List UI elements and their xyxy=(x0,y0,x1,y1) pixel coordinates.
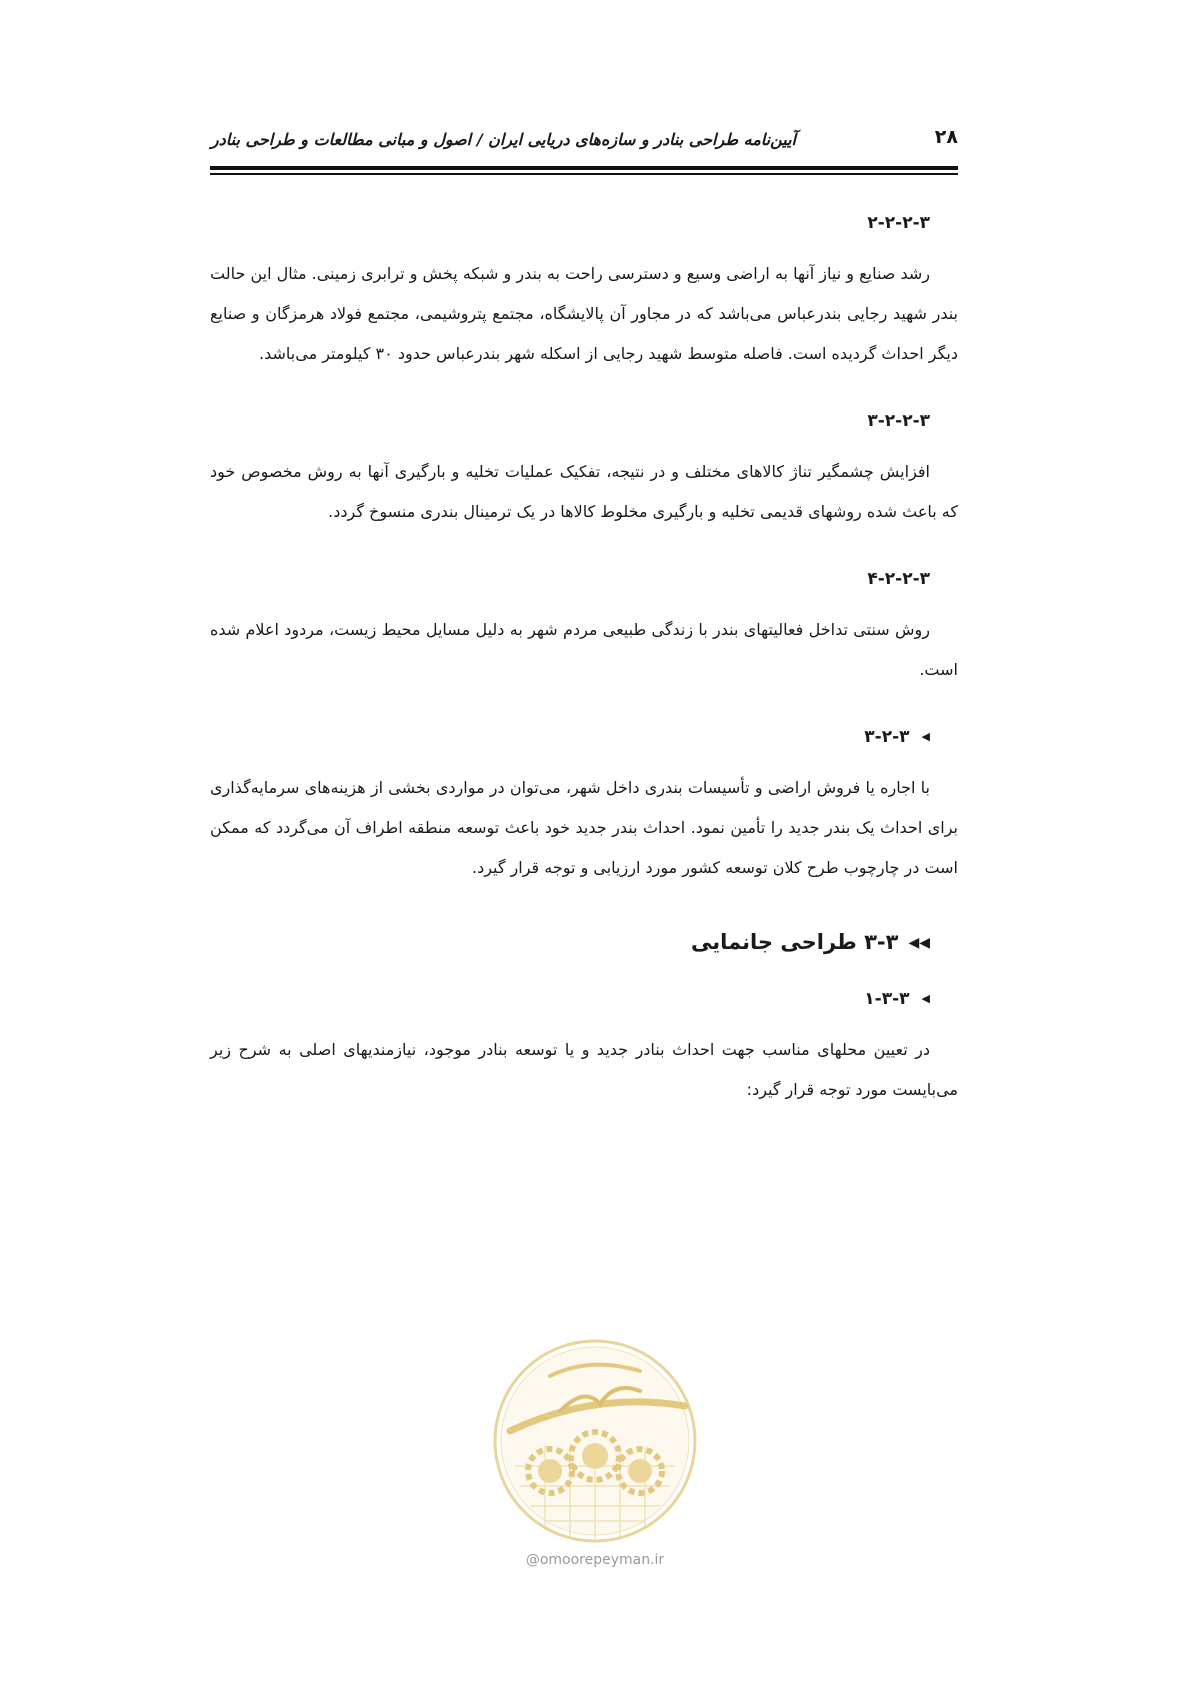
paragraph: با اجاره یا فروش اراضی و تأسیسات بندری داخل شهر، می‌توان در مواردی بخشی از هزینه‌های سرمایه‌گذاری برای احداث یک بندر جدید را تأمین نمود. احداث بندر جدید خود باعث توسعه منطقه اطراف آن می‌گردد که ممکن است در چارچوب طرح کلان توسعه کشور مورد ارزیابی و توجه قرار گیرد. xyxy=(210,778,958,877)
section-heading xyxy=(210,922,958,962)
section-number-text: ۱-۳-۳ xyxy=(864,989,910,1009)
section-number xyxy=(210,724,958,750)
section-number xyxy=(210,408,958,434)
bullet-arrow-icon: ◀ xyxy=(921,730,930,743)
section-number xyxy=(210,210,958,236)
paragraph: در تعیین محلهای مناسب جهت احداث بنادر جدید و یا توسعه بنادر موجود، نیازمندیهای اصلی به شرح زیر می‌بایست مورد توجه قرار گیرد: xyxy=(210,1040,958,1099)
paragraph: رشد صنایع و نیاز آنها به اراضی وسیع و دسترسی راحت به بندر و شبکه پخش و ترابری زمینی. مثال این حالت بندر شهید رجایی بندرعباس می‌باشد که در مجاور آن پالایشگاه، مجتمع پتروشیمی، مجتمع فولاد هرمزگان و صنایع دیگر احداث گردیده است. فاصله متوسط شهید رجایی از اسکله شهر بندرعباس حدود ۳۰ کیلومتر می‌باشد. xyxy=(210,264,958,363)
watermark-caption: @omoorepeyman.ir xyxy=(525,1552,665,1568)
bullet-arrow-icon: ◀ xyxy=(921,992,930,1005)
body-content xyxy=(210,210,958,1110)
page-number: ۲۸ xyxy=(934,126,958,148)
header-rule-thin xyxy=(210,173,958,175)
section-number-text: ۴-۲-۲-۳ xyxy=(867,569,930,589)
section-number-text: ۳-۲-۳ xyxy=(864,727,910,747)
header-rule-thick xyxy=(210,166,958,170)
section-number-text: ۲-۲-۲-۳ xyxy=(867,213,930,233)
paragraph: افزایش چشمگیر تناژ کالاهای مختلف و در نتیجه، تفکیک عملیات تخلیه و بارگیری آنها به روش مخصوص خود که باعث شده روشهای قدیمی تخلیه و بارگیری مخلوط کالاها در یک ترمینال بندری منسوخ گردد. xyxy=(210,462,958,521)
section-number-text: ۳-۲-۲-۳ xyxy=(867,411,930,431)
section-number xyxy=(210,986,958,1012)
running-header xyxy=(210,122,958,162)
paragraph: روش سنتی تداخل فعالیتهای بندر با زندگی طبیعی مردم شهر به دلیل مسایل محیط زیست، مردود اعلام شده است. xyxy=(210,620,958,679)
section-heading-text: ۳-۳ طراحی جانمایی xyxy=(691,930,899,954)
watermark-logo xyxy=(490,1336,700,1546)
double-arrow-icon: ◀◀ xyxy=(908,935,930,951)
section-number xyxy=(210,566,958,592)
header-title: آیین‌نامه طراحی بنادر و سازه‌های دریایی ایران / اصول و مبانی مطالعات و طراحی بنادر xyxy=(210,130,796,149)
